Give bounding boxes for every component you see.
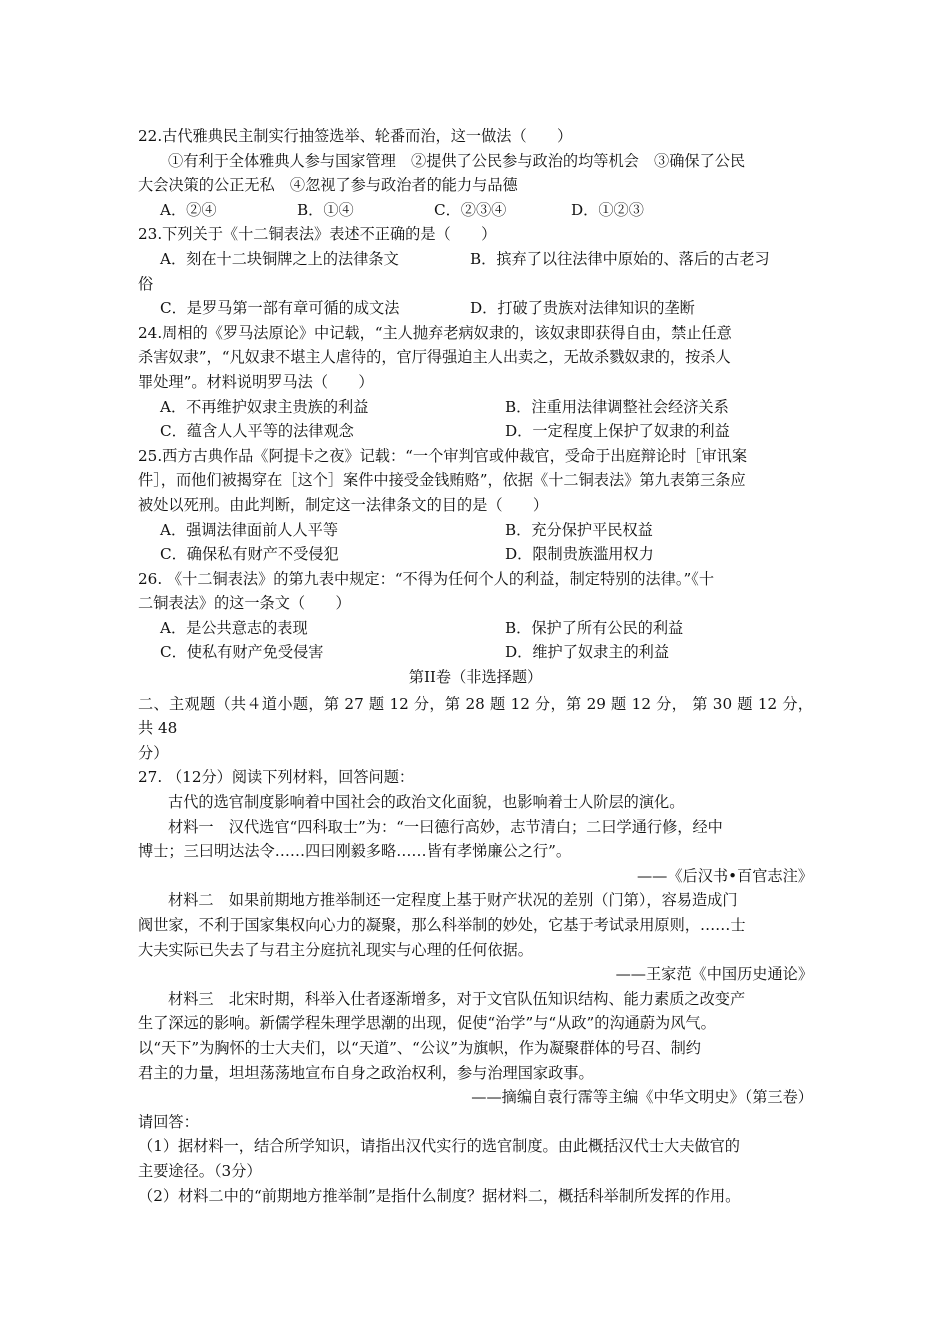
q23-options-cd <box>138 296 813 321</box>
q25-option-c: C．确保私有财产不受侵犯 <box>160 545 339 564</box>
q26-stem-line2: 二铜表法》的这一条文（ ） <box>138 594 351 613</box>
q23-stem: 23.下列关于《十二铜表法》表述不正确的是（ ） <box>138 225 497 244</box>
q24-stem-line3: 罪处理”。材料说明罗马法（ ） <box>138 372 374 391</box>
q27-subquestion-1: （1）据材料一，结合所学知识，请指出汉代实行的选官制度。由此概括汉代士大夫做官的 <box>138 1137 740 1156</box>
q27-stem: 27. （12分）阅读下列材料，回答问题： <box>138 768 415 787</box>
q27-material2-cont2: 大夫实际已失去了与君主分庭抗礼现实与心理的任何依据。 <box>138 940 533 959</box>
q24-option-b: B．注重用法律调整社会经济关系 <box>505 397 729 416</box>
q25-options-ab <box>138 518 813 543</box>
q27-ask: 请回答： <box>138 1112 199 1131</box>
section2-heading-cont: 分） <box>138 743 169 762</box>
q23-option-c: C．是罗马第一部有章可循的成文法 <box>160 299 400 318</box>
q27-material1-cont: 博士；三曰明达法令……四曰刚毅多略……皆有孝悌廉公之行”。 <box>138 842 572 861</box>
q24-stem-line2: 杀害奴隶”，“凡奴隶不堪主人虐待的，官厅得强迫主人出卖之，无故杀戮奴隶的，按杀人 <box>138 348 731 367</box>
q22-option-b: B．①④ <box>297 200 354 219</box>
q27-material3-cont3: 君主的力量，坦坦荡荡地宣布自身之政治权利，参与治理国家政事。 <box>138 1063 594 1082</box>
q27-material2: 材料二 如果前期地方推举制还一定程度上基于财产状况的差别（门第），容易造成门 <box>168 891 738 910</box>
q26-option-c: C．使私有财产免受侵害 <box>160 643 324 662</box>
q23-option-a: A．刻在十二块铜牌之上的法律条文 <box>160 249 399 268</box>
q24-option-d: D．一定程度上保护了奴隶的利益 <box>505 422 730 441</box>
q22-option-a: A．②④ <box>160 200 217 219</box>
q26-stem: 26. 《十二铜表法》的第九表中规定：“不得为任何个人的利益，制定特别的法律。”《十 <box>138 569 715 588</box>
q25-stem-line3: 被处以死刑。由此判断，制定这一法律条文的目的是（ ） <box>138 495 549 514</box>
q27-subquestion-1-cont: 主要途径。（3分） <box>138 1161 262 1180</box>
q25-option-a: A．强调法律面前人人平等 <box>160 520 339 539</box>
exam-page <box>138 124 813 1208</box>
section2-title: 第II卷（非选择题） <box>408 668 543 687</box>
q26-option-d: D．维护了奴隶主的利益 <box>505 643 670 662</box>
q23-options-ab <box>138 247 813 272</box>
q27-material1-source: ——《后汉书•百官志注》 <box>636 866 813 885</box>
q25-option-d: D．限制贵族滥用权力 <box>505 545 654 564</box>
q25-options-cd <box>138 542 813 567</box>
q27-material1: 材料一 汉代选官“四科取士”为：“一曰德行高妙，志节清白；二曰学通行修，经中 <box>168 817 723 836</box>
q22-statements: ①有利于全体雅典人参与国家管理 ②提供了公民参与政治的均等机会 ③确保了公民 <box>168 151 746 170</box>
q24-stem: 24.周相的《罗马法原论》中记载，“主人抛弃老病奴隶的，该奴隶即获得自由，禁止任意 <box>138 323 732 342</box>
q23-option-b-cont: 俗 <box>138 274 154 293</box>
q25-stem-line2: 件］，而他们被揭穿在［这个］案件中接受金钱贿赂”，依据《十二铜表法》第九表第三条应 <box>138 471 746 490</box>
q24-option-a: A．不再维护奴隶主贵族的利益 <box>160 397 369 416</box>
q24-option-c: C．蕴含人人平等的法律观念 <box>160 422 354 441</box>
q26-options-ab <box>138 616 813 641</box>
q22-stem: 22.古代雅典民主制实行抽签选举、轮番而治，这一做法（ ） <box>138 127 573 145</box>
q27-material2-cont: 阀世家，不利于国家集权向心力的凝聚，那么科举制的妙处，它基于考试录用原则，……士 <box>138 916 746 934</box>
q22-statements-cont: 大会决策的公正无私 ④忽视了参与政治者的能力与品德 <box>138 176 518 195</box>
q26-options-cd <box>138 640 813 665</box>
q27-material2-source: ——王家范《中国历史通论》 <box>615 965 813 984</box>
q27-material3: 材料三 北宋时期，科举入仕者逐渐增多，对于文官队伍知识结构、能力素质之改变产 <box>168 989 746 1008</box>
q25-stem: 25.西方古典作品《阿提卡之夜》记载：“一个审判官或仲裁官，受命于出庭辩论时［审讯案 <box>138 446 748 465</box>
q24-options-ab <box>138 395 813 420</box>
q22-options <box>138 198 813 223</box>
q27-material3-source: ——摘编自袁行霈等主编《中华文明史》（第三卷） <box>471 1088 813 1107</box>
q22-option-c: C．②③④ <box>434 200 507 219</box>
q24-options-cd <box>138 419 813 444</box>
q27-material3-cont2: 以“天下”为胸怀的士大夫们，以“天道”、“公议”为旗帜，作为凝聚群体的号召、制约 <box>138 1038 701 1057</box>
q25-option-b: B．充分保护平民权益 <box>505 520 653 539</box>
q26-option-a: A．是公共意志的表现 <box>160 618 308 637</box>
section2-heading: 二、主观题（共４道小题，第 27 题 12 分，第 28 题 12 分，第 29 题 12 分， 第 30 题 12 分，共 48 <box>138 694 813 738</box>
q27-intro: 古代的选官制度影响着中国社会的政治文化面貌，也影响着士人阶层的演化。 <box>168 793 685 812</box>
q26-option-b: B．保护了所有公民的利益 <box>505 618 684 637</box>
q23-option-b: B．摈弃了以往法律中原始的、落后的古老习 <box>470 249 770 268</box>
q27-subquestion-2: （2）材料二中的“前期地方推举制”是指什么制度？据材料二，概括科举制所发挥的作用。 <box>138 1186 741 1205</box>
q23-option-d: D．打破了贵族对法律知识的垄断 <box>470 299 695 318</box>
q22-option-d: D．①②③ <box>571 200 644 219</box>
q27-material3-cont: 生了深远的影响。新儒学程朱理学思潮的出现，促使“治学”与“从政”的沟通蔚为风气。 <box>138 1014 716 1033</box>
